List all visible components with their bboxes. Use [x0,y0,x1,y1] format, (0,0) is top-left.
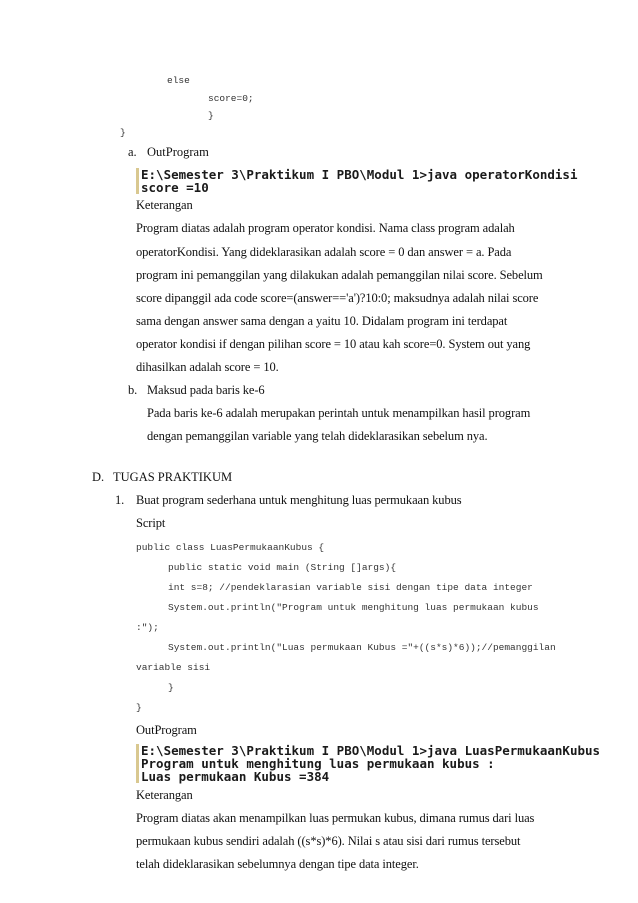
console-line: E:\Semester 3\Praktikum I PBO\Modul 1>java operatorKondisi [141,167,578,182]
console-line: Program untuk menghitung luas permukaan kubus : [141,756,495,771]
keterangan-line: operatorKondisi. Yang dideklarasikan adalah score = 0 dan answer = a. Pada [136,245,512,259]
code-line-brace: } [208,110,214,121]
keterangan-line: sama dengan answer sama dengan a yaitu 10. Didalam program ini terdapat [136,314,508,328]
console-output-d [136,744,600,783]
script-code-line: :"); [136,622,159,633]
script-code-line: System.out.println("Program untuk menghitung luas permukaan kubus [168,602,539,613]
section-b-label: b. [128,383,138,397]
section-b-line: dengan pemanggilan variable yang telah dideklarasikan sebelum nya. [147,429,488,443]
keterangan-line: Program diatas akan menampilkan luas permukan kubus, dimana rumus dari luas [136,811,535,825]
keterangan-title-d: Keterangan [136,788,193,802]
keterangan-line: telah dideklarasikan sebelumnya dengan tipe data integer. [136,857,419,871]
console-line: E:\Semester 3\Praktikum I PBO\Modul 1>java LuasPermukaanKubus [141,743,601,758]
keterangan-line: dihasilkan adalah score = 10. [136,360,279,374]
output-label: OutProgram [136,723,197,737]
section-d-title: TUGAS PRAKTIKUM [113,470,233,484]
code-line-score: score=0; [208,93,254,104]
section-d-label: D. [92,470,105,484]
script-code-line: int s=8; //pendeklarasian variable sisi dengan tipe data integer [168,582,533,593]
task-1-number: 1. [115,493,125,507]
console-line: Luas permukaan Kubus =384 [141,769,330,784]
console-output-a [136,168,578,194]
script-code-line: System.out.println("Luas permukaan Kubus ="+((s*s)*6));//pemanggilan [168,642,556,653]
script-code-line: variable sisi [136,662,211,673]
keterangan-title-a: Keterangan [136,198,193,212]
keterangan-line: operator kondisi if dengan pilihan score = 10 atau kah score=0. System out yang [136,337,531,351]
keterangan-line: Program diatas adalah program operator kondisi. Nama class program adalah [136,221,515,235]
code-line-else: else [167,75,190,86]
task-1-title: Buat program sederhana untuk menghitung luas permukaan kubus [136,493,462,507]
keterangan-line: program ini pemanggilan yang dilakukan adalah pemanggilan nilai score. Sebelum [136,268,543,282]
script-code-line: } [136,702,142,713]
code-line-brace-outer: } [120,127,126,138]
section-b-title: Maksud pada baris ke-6 [147,383,265,397]
script-code-line: public class LuasPermukaanKubus { [136,542,325,553]
console-line: score =10 [141,180,209,195]
section-a-title: OutProgram [147,145,209,159]
keterangan-line: score dipanggil ada code score=(answer=='a')?10:0; maksudnya adalah nilai score [136,291,539,305]
script-code-line: public static void main (String []args){ [168,562,397,573]
script-code-line: } [168,682,174,693]
section-a-label: a. [128,145,137,159]
script-label: Script [136,516,166,530]
section-b-line: Pada baris ke-6 adalah merupakan perintah untuk menampilkan hasil program [147,406,531,420]
keterangan-line: permukaan kubus sendiri adalah ((s*s)*6). Nilai s atau sisi dari rumus tersebut [136,834,521,848]
